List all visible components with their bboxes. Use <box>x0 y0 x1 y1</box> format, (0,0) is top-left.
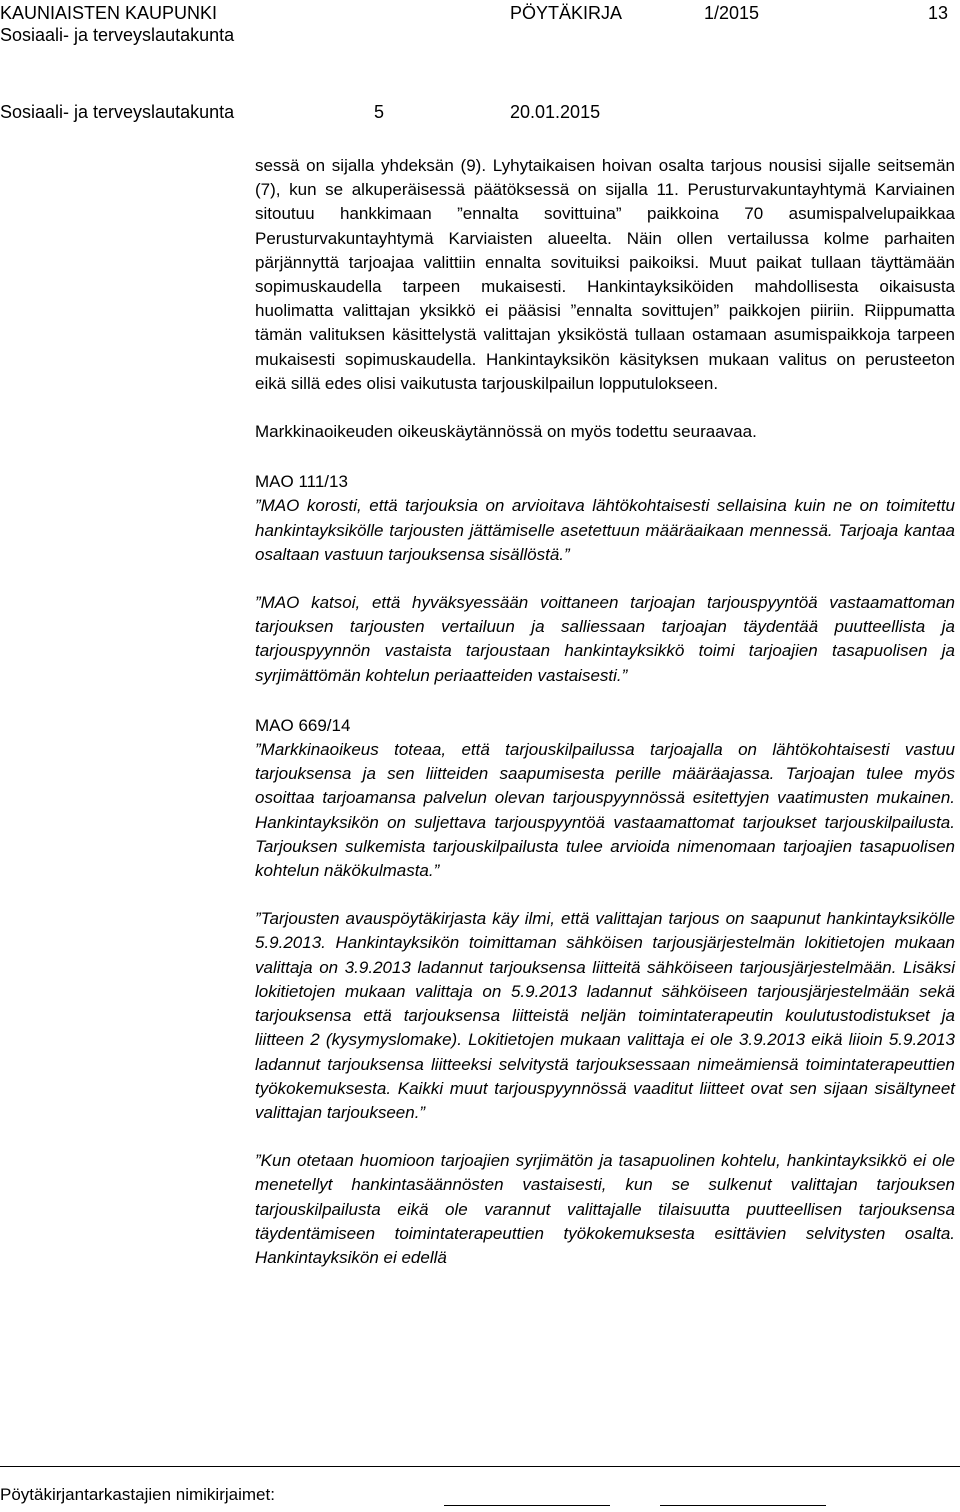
footer-divider <box>0 1466 960 1467</box>
header-page-number: 13 <box>928 3 949 23</box>
quote-mao-669-14-c: ”Kun otetaan huomioon tarjoajien syrjimätön ja tasapuolinen kohtelu, hankintayksikkö ei ole menetellyt hankintasäännösten vastaisesti, kun se sulkenut valittajan tarjouksen tarjouskilpailusta eikä ole varannut valittajalle tilaisuutta puutteellisen tarjouksensa täydentämiseen toimintaterapeuttien työkokemuksesta esittävien selvitysten osalta. Hankintayksikön ei edellä <box>255 1151 955 1267</box>
quote-mao-111-13-a: ”MAO korosti, että tarjouksia on arvioitava lähtökohtaisesti sellaisina kuin ne on toimitettu hankintayksikölle tarjousten jättämiselle asetettuun määräaikaan mennessä. Tarjoaja kantaa osaltaan vastuun tarjouksensa sisällöstä.” <box>255 496 955 564</box>
section-board: Sosiaali- ja terveyslautakunta <box>0 102 235 122</box>
footer-initials-label: Pöytäkirjantarkastajien nimikirjaimet: <box>0 1485 275 1504</box>
quote-mao-669-14-a: ”Markkinaoikeus toteaa, että tarjouskilpailussa tarjoajalla on lähtökohtaisesti vastuu tarjouksensa ja sen liitteiden saapumisesta perille määräajassa. Tarjoajan tulee myös osoittaa tarjoamansa palvelun olevan tarjouspyynnössä esitettyjen vaatimusten mukainen. Hankintayksikön on suljettava tarjouspyyntöä vastaamattomat tarjoukset tarjouskilpailusta. Tarjouksen sulkemista tarjouskilpailusta tulee arvioida nimenomaan tarjoajien tasapuolisen kohtelun näkökulmasta.” <box>255 740 955 881</box>
header-doc-number: 1/2015 <box>704 3 760 23</box>
header-doc-type: PÖYTÄKIRJA <box>510 3 623 23</box>
document-body <box>255 154 955 1270</box>
initials-line-1 <box>444 1505 610 1506</box>
case-reference-mao-111-13: MAO 111/13 <box>255 472 348 492</box>
header-org: KAUNIAISTEN KAUPUNKI <box>0 3 218 23</box>
paragraph-appeal-response: sessä on sijalla yhdeksän (9). Lyhytaikaisen hoivan osalta tarjous nousisi sijalle seitsemän (7), kun se alkuperäisessä päätöksessä on sijalla 11. Perusturvakuntayhtymä Karviainen sitoutuu hankkimaan ”ennalta sovittuina” paikkoina 70 asumispalvelupaikkaa Perusturvakuntayhtymä Karviaisten alueelta. Näin ollen vertailussa kolme parhaiten pärjännyttä tarjoajaa valittiin ennalta sovituiksi paikoiksi. Muut paikat tullaan täyttämään sopimuskaudella tarpeen mukaisesti. Hankintayksiköiden mahdollisesta oikaisusta huolimatta valittajan yksikkö ei pääsisi ”ennalta sovittujen” paikkojen piiriin. Riippumatta tämän valituksen käsittelystä valittajan yksiköstä tullaan ostamaan asumispaikkoja tarpeen mukaisesti sopimuskaudella. Hankintayksikön käsityksen mukaan valitus on perusteeton eikä sillä edes olisi vaikutusta tarjouskilpailun lopputulokseen. <box>255 156 955 393</box>
section-number: 5 <box>374 102 385 122</box>
initials-line-2 <box>660 1505 826 1506</box>
section-date: 20.01.2015 <box>510 102 601 122</box>
quote-mao-111-13-b: ”MAO katsoi, että hyväksyessään voittaneen tarjoajan tarjouspyyntöä vastaamattoman tarjouksen tarjousten vertailuun ja salliessaan tarjoajan täydentää puutteellista ja tarjouspyynnön vastaista tarjoustaan hankintayksikkö toimi tarjoajien tasapuolisen ja syrjimättömän kohtelun periaatteiden vastaisesti.” <box>255 593 955 685</box>
quote-mao-669-14-b: ”Tarjousten avauspöytäkirjasta käy ilmi, että valittajan tarjous on saapunut hankintayksikölle 5.9.2013. Hankintayksikön toimittaman sähköisen tarjousjärjestelmän lokitietojen mukaan valittaja on 3.9.2013 ladannut tarjouksensa liitteitä sähköiseen tarjousjärjestelmään. Lisäksi lokitietojen mukaan valittaja on 5.9.2013 ladannut sähköiseen tarjousjärjestelmään sekä tarjouksensa että tarjouksensa liitteistä neljän toimintaterapeutin koulutustodistukset ja liitteen 2 (kysymyslomake). Lokitietojen mukaan valittaja ei ole 3.9.2013 eikä liioin 5.9.2013 ladannut tarjouksensa liitteeksi selvitystä tarjouksessaan nimeämiensä toimintaterapeuttien työkokemuksesta. Kaikki muut tarjouspyynnössä vaaditut liitteet ovat sen sijaan sisältyneet valittajan tarjoukseen.” <box>255 909 955 1122</box>
case-reference-mao-669-14: MAO 669/14 <box>255 715 351 735</box>
header-board: Sosiaali- ja terveyslautakunta <box>0 25 235 45</box>
paragraph-case-law-intro: Markkinaoikeuden oikeuskäytännössä on myös todettu seuraavaa. <box>255 422 757 442</box>
